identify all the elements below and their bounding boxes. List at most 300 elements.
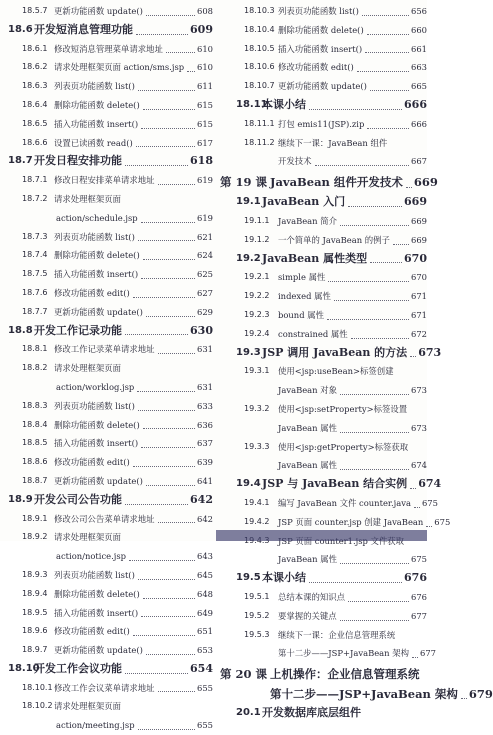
toc-entry xyxy=(216,40,427,59)
toc-entry-number: 18.10.7 xyxy=(244,81,275,91)
toc-leader-dots xyxy=(357,71,409,72)
toc-entry-title: 修改短消息管理菜单请求地址 xyxy=(54,43,163,54)
toc-entry xyxy=(0,96,213,115)
toc-leader-dots xyxy=(158,691,196,692)
toc-leader-dots xyxy=(367,34,409,35)
toc-entry-page: 619 xyxy=(197,212,213,223)
toc-entry-number: 19.4.2 xyxy=(244,516,270,526)
toc-entry xyxy=(0,378,213,397)
toc-leader-dots xyxy=(365,52,409,53)
toc-entry xyxy=(0,209,213,228)
toc-entry xyxy=(0,453,213,472)
toc-entry-number: 18.8 xyxy=(8,324,33,336)
toc-entry-number: 18.5.7 xyxy=(22,6,48,15)
toc-entry xyxy=(216,171,438,193)
toc-leader-dots xyxy=(340,620,409,621)
toc-entry xyxy=(0,528,213,547)
toc-entry xyxy=(216,644,436,663)
toc-entry-number: 19.1.2 xyxy=(244,234,270,244)
toc-entry-page: 636 xyxy=(197,419,213,430)
toc-entry xyxy=(0,115,213,134)
toc-entry-page: 615 xyxy=(197,99,213,110)
toc-leader-dots xyxy=(327,319,409,320)
toc-entry-number: 18.6.2 xyxy=(22,62,48,72)
toc-entry-title: 列表页功能函数 list() xyxy=(54,400,135,411)
toc-entry-number: 19.5 xyxy=(236,572,261,584)
toc-entry-number: 18.10.2 xyxy=(22,701,53,711)
toc-entry-title: JavaBean 入门 xyxy=(262,195,346,209)
toc-entry-title: 请求处理框架页面 xyxy=(54,193,121,204)
toc-entry-page: 669 xyxy=(411,215,427,226)
toc-entry-page: 639 xyxy=(197,457,213,468)
toc-entry-number: 18.6.6 xyxy=(22,137,48,147)
toc-entry xyxy=(216,419,427,438)
toc-entry-title: 插入功能函数 insert() xyxy=(54,269,139,280)
toc-entry xyxy=(0,491,213,510)
toc-entry-title: JavaBean 简介 xyxy=(278,215,337,226)
toc-leader-dots xyxy=(461,698,467,699)
toc-leader-dots xyxy=(340,563,409,564)
toc-entry-page: 673 xyxy=(411,422,427,433)
toc-entry xyxy=(216,77,427,96)
toc-entry xyxy=(0,359,213,378)
toc-entry-number: 18.6 xyxy=(8,23,33,35)
toc-entry-title: 开发短消息管理功能 xyxy=(34,22,133,36)
toc-entry-number: 第 20 课 xyxy=(220,667,268,682)
toc-leader-dots xyxy=(166,52,195,53)
toc-entry-page: 670 xyxy=(404,251,427,265)
toc-entry-page: 679 xyxy=(468,687,493,702)
toc-entry-title: 使用<jsp:useBean>标签创建 xyxy=(278,366,394,377)
toc-entry-title: JavaBean 属性 xyxy=(278,554,337,565)
toc-leader-dots xyxy=(137,391,195,392)
toc-entry xyxy=(216,400,427,419)
toc-entry-title: 列表页功能函数 list() xyxy=(54,569,135,580)
toc-entry-number: 18.11.2 xyxy=(244,137,275,147)
toc-leader-dots xyxy=(143,598,195,599)
toc-entry xyxy=(216,212,427,231)
toc-entry-page: 648 xyxy=(197,588,213,599)
toc-entry xyxy=(0,228,213,247)
toc-entry xyxy=(0,622,213,641)
toc-entry-page: 609 xyxy=(190,22,213,36)
toc-leader-dots xyxy=(426,526,432,527)
toc-entry-page: 610 xyxy=(197,43,213,54)
toc-entry-title: 修改日程安排菜单请求地址 xyxy=(54,175,155,186)
toc-entry-title: 请求处理框架页面 xyxy=(54,532,121,543)
toc-entry-number: 19.2.1 xyxy=(244,272,270,282)
toc-entry-page: 676 xyxy=(411,591,427,602)
toc-entry-number: 18.9.4 xyxy=(22,588,48,598)
toc-entry-title: 插入功能函数 insert() xyxy=(54,118,139,129)
toc-leader-dots xyxy=(125,673,188,674)
toc-entry-number: 18.7.3 xyxy=(22,231,48,241)
toc-entry-title: 开发数据库底层组件 xyxy=(262,705,361,719)
toc-entry-number: 18.7.5 xyxy=(22,269,48,279)
toc-entry-page: 615 xyxy=(197,118,213,129)
toc-entry-number: 18.10.4 xyxy=(244,24,275,34)
toc-entry-page: 641 xyxy=(197,475,213,486)
toc-entry xyxy=(216,607,427,626)
toc-leader-dots xyxy=(146,316,195,317)
toc-entry xyxy=(0,585,213,604)
toc-entry-number: 18.10.1 xyxy=(22,682,53,692)
toc-entry-title: 更新功能函数 update() xyxy=(54,645,143,656)
toc-leader-dots xyxy=(187,71,195,72)
toc-entry-number: 18.10.5 xyxy=(244,43,275,53)
toc-entry-number: 18.6.5 xyxy=(22,118,48,128)
toc-entry-title: 插入功能函数 insert() xyxy=(54,607,139,618)
toc-entry-title: indexed 属性 xyxy=(278,291,331,302)
toc-entry-number: 18.6.4 xyxy=(22,99,48,109)
toc-leader-dots xyxy=(138,240,195,241)
toc-entry-title: 更新功能函数 update() xyxy=(54,6,143,16)
toc-entry-number: 18.9 xyxy=(8,493,33,505)
toc-entry-title: 修改工作记录菜单请求地址 xyxy=(54,344,155,355)
toc-entry-page: 621 xyxy=(197,231,213,242)
toc-leader-dots xyxy=(370,262,402,263)
toc-entry-page: 637 xyxy=(197,438,213,449)
toc-entry-page: 643 xyxy=(197,551,213,562)
toc-entry-title: 第十二步——JSP+JavaBean 架构 xyxy=(278,648,409,659)
toc-leader-dots xyxy=(138,410,195,411)
toc-entry-page: 675 xyxy=(421,497,438,508)
toc-entry xyxy=(0,284,213,303)
toc-entry-page: 676 xyxy=(404,571,427,585)
toc-entry-page: 674 xyxy=(418,477,442,491)
toc-entry-page: 655 xyxy=(197,682,213,693)
toc-entry-title: JSP 与 JavaBean 结合实例 xyxy=(262,477,408,491)
toc-entry-page: 654 xyxy=(190,661,213,675)
toc-leader-dots xyxy=(141,616,195,617)
toc-leader-dots xyxy=(370,90,409,91)
toc-entry-number: 19.3.3 xyxy=(244,441,270,451)
toc-entry-page: 660 xyxy=(411,24,427,35)
toc-entry-number: 18.9.5 xyxy=(22,607,48,617)
toc-entry-number: 19.5.3 xyxy=(244,629,270,639)
toc-entry-page: 675 xyxy=(411,554,427,565)
toc-entry xyxy=(216,152,427,171)
toc-entry-page: 655 xyxy=(197,720,213,731)
toc-entry xyxy=(216,231,427,250)
toc-entry-title: 开发工作记录功能 xyxy=(34,323,122,337)
toc-entry-number: 18.7.6 xyxy=(22,287,48,297)
toc-leader-dots xyxy=(340,394,409,395)
toc-entry-number: 18.8.2 xyxy=(22,363,48,373)
toc-entry-page: 673 xyxy=(418,345,442,359)
toc-entry xyxy=(216,134,427,153)
toc-entry-number: 18.8.1 xyxy=(22,344,48,354)
toc-entry-page: 665 xyxy=(411,81,427,92)
toc-entry xyxy=(216,550,427,569)
toc-entry-title: 修改工作会议菜单请求地址 xyxy=(54,682,155,693)
toc-entry xyxy=(0,322,213,341)
toc-entry-title: 列表页功能函数 list() xyxy=(278,6,359,16)
toc-entry-title: 本课小结 xyxy=(262,97,306,111)
toc-entry-title: bound 属性 xyxy=(278,309,324,320)
toc-entry-title: 请求处理框架页面 action/sms.jsp xyxy=(54,62,185,73)
toc-entry-title: action/worklog.jsp xyxy=(56,381,135,392)
toc-entry-number: 19.5.1 xyxy=(244,591,270,601)
toc-entry-title: 继续下一课：JavaBean 组件 xyxy=(278,137,388,148)
toc-entry-title: 插入功能函数 insert() xyxy=(278,43,363,54)
toc-entry-title: 开发日程安排功能 xyxy=(34,154,122,168)
toc-entry-number: 18.8.4 xyxy=(22,419,48,429)
toc-entry-title: 开发公司公告功能 xyxy=(34,492,122,506)
toc-entry-page: 627 xyxy=(197,287,213,298)
toc-entry xyxy=(0,2,213,21)
toc-entry-page: 630 xyxy=(190,323,213,337)
toc-leader-dots xyxy=(309,582,402,583)
toc-entry-number: 20.1 xyxy=(236,706,261,718)
toc-entry-page: 629 xyxy=(197,306,213,317)
toc-leader-dots xyxy=(129,560,195,561)
toc-leader-dots xyxy=(348,206,402,207)
toc-entry-title: 开发工作会议功能 xyxy=(34,661,122,675)
toc-entry-number: 18.8.5 xyxy=(22,438,48,448)
toc-entry-page: 671 xyxy=(411,291,427,302)
toc-entry xyxy=(0,246,213,265)
toc-entry-number: 18.6.1 xyxy=(22,43,48,53)
toc-entry-page: 670 xyxy=(411,272,427,283)
toc-entry-title: 上机操作：企业信息管理系统 xyxy=(270,667,420,682)
toc-leader-dots xyxy=(143,428,195,429)
toc-entry xyxy=(216,250,427,269)
toc-leader-dots xyxy=(143,109,195,110)
toc-entry-title: JSP 页面 counter.jsp 创建 JavaBean xyxy=(278,516,424,527)
toc-leader-dots xyxy=(141,222,195,223)
toc-entry xyxy=(0,77,213,96)
toc-entry-page: 666 xyxy=(404,97,427,111)
toc-leader-dots xyxy=(133,297,195,298)
toc-entry xyxy=(216,362,427,381)
toc-entry xyxy=(216,685,493,704)
toc-entry-title: 列表页功能函数 list() xyxy=(54,81,135,92)
toc-leader-dots xyxy=(393,244,409,245)
toc-entry xyxy=(216,325,427,344)
toc-entry-page: 649 xyxy=(197,607,213,618)
toc-entry-page: 666 xyxy=(411,118,427,129)
toc-entry-number: 18.7.4 xyxy=(22,250,48,260)
toc-entry xyxy=(216,381,427,400)
toc-entry xyxy=(216,96,427,115)
toc-entry-title: JavaBean 属性类型 xyxy=(262,251,368,265)
toc-entry xyxy=(0,660,213,679)
toc-entry-number: 19.4.1 xyxy=(244,497,270,507)
toc-entry xyxy=(0,510,213,529)
toc-leader-dots xyxy=(125,165,188,166)
toc-entry-page: 671 xyxy=(411,309,427,320)
toc-entry-page: 677 xyxy=(411,610,427,621)
toc-entry-title: 删除功能函数 delete() xyxy=(54,588,140,599)
toc-entry-title: 打包 emis11(JSP).zip xyxy=(278,118,365,129)
toc-leader-dots xyxy=(158,184,196,185)
toc-entry-title: 删除功能函数 delete() xyxy=(54,419,140,430)
toc-entry xyxy=(0,397,213,416)
toc-leader-dots xyxy=(340,432,409,433)
toc-entry-title: 要掌握的关键点 xyxy=(278,610,337,621)
toc-entry xyxy=(216,704,427,723)
toc-entry xyxy=(0,134,213,153)
toc-entry-number: 19.1.1 xyxy=(244,215,270,225)
toc-entry xyxy=(216,456,427,475)
toc-leader-dots xyxy=(414,507,420,508)
toc-leader-dots xyxy=(410,488,416,489)
toc-entry-number: 19.2 xyxy=(236,252,261,264)
toc-leader-dots xyxy=(125,504,188,505)
toc-entry-page: 669 xyxy=(411,234,427,245)
toc-entry-page: 673 xyxy=(411,385,427,396)
toc-entry-title: 修改功能函数 edit() xyxy=(54,457,130,468)
toc-entry-number: 18.8.7 xyxy=(22,475,48,485)
toc-entry-number: 18.8.6 xyxy=(22,457,48,467)
toc-entry-page: 669 xyxy=(404,195,427,209)
toc-entry-page: 675 xyxy=(434,516,451,527)
toc-entry-title: action/schedule.jsp xyxy=(56,212,138,223)
toc-entry-page: 642 xyxy=(197,513,213,524)
toc-leader-dots xyxy=(362,15,409,16)
toc-leader-dots xyxy=(348,601,409,602)
toc-entry xyxy=(216,344,442,363)
toc-leader-dots xyxy=(146,15,195,16)
toc-entry-title: 更新功能函数 update() xyxy=(278,81,367,92)
toc-entry-title: 请求处理框架页面 xyxy=(54,701,121,712)
toc-entry-title: constrained 属性 xyxy=(278,328,348,339)
toc-entry-page: 625 xyxy=(197,269,213,280)
toc-column-right xyxy=(216,2,493,723)
toc-entry-title: simple 属性 xyxy=(278,272,326,283)
toc-entry-page: 631 xyxy=(197,381,213,392)
toc-leader-dots xyxy=(136,34,188,35)
toc-entry-number: 18.9.2 xyxy=(22,532,48,542)
toc-leader-dots xyxy=(340,469,409,470)
toc-entry-page: 667 xyxy=(411,156,427,167)
toc-entry xyxy=(216,569,427,588)
toc-entry xyxy=(216,475,442,494)
toc-entry-page: 669 xyxy=(413,175,438,190)
toc-entry-number: 18.9.6 xyxy=(22,626,48,636)
toc-leader-dots xyxy=(136,146,195,147)
toc-entry xyxy=(216,115,427,134)
toc-entry xyxy=(216,268,427,287)
toc-entry-title: JavaBean 对象 xyxy=(278,385,337,396)
toc-entry-number: 19.1 xyxy=(236,196,261,208)
toc-entry-page: 618 xyxy=(190,154,213,168)
toc-leader-dots xyxy=(367,128,409,129)
toc-entry-number: 18.9.3 xyxy=(22,569,48,579)
toc-entry xyxy=(0,21,213,40)
toc-entry-number: 19.3.1 xyxy=(244,366,270,376)
toc-entry xyxy=(0,566,213,585)
toc-leader-dots xyxy=(133,466,195,467)
toc-leader-dots xyxy=(141,128,195,129)
toc-leader-dots xyxy=(125,334,188,335)
toc-entry-title: 修改功能函数 edit() xyxy=(54,626,130,637)
toc-leader-dots xyxy=(138,729,195,730)
toc-entry-title: 开发技术 xyxy=(278,156,312,167)
toc-leader-dots xyxy=(340,225,409,226)
toc-entry-number: 19.2.2 xyxy=(244,291,270,301)
toc-entry-page: 645 xyxy=(197,569,213,580)
toc-leader-dots xyxy=(133,635,195,636)
toc-entry-title: 使用<jsp:setProperty>标签设置 xyxy=(278,403,408,414)
toc-entry-title: 删除功能函数 delete() xyxy=(54,250,140,261)
toc-entry xyxy=(216,588,427,607)
toc-entry-page: 624 xyxy=(197,250,213,261)
toc-entry-number: 第 19 课 xyxy=(220,175,268,190)
toc-leader-dots xyxy=(146,485,195,486)
toc-entry xyxy=(216,2,427,21)
toc-entry xyxy=(216,21,427,40)
toc-entry xyxy=(216,494,438,513)
toc-leader-dots xyxy=(141,447,195,448)
toc-entry-title: 更新功能函数 update() xyxy=(54,475,143,486)
toc-entry-page: 656 xyxy=(411,6,427,16)
toc-entry-number: 19.2.3 xyxy=(244,309,270,319)
toc-entry xyxy=(0,303,213,322)
toc-entry-number: 18.9.1 xyxy=(22,513,48,523)
toc-entry-title: 删除功能函数 delete() xyxy=(54,99,140,110)
toc-leader-dots xyxy=(138,90,195,91)
toc-leader-dots xyxy=(412,657,418,658)
toc-entry xyxy=(216,663,427,685)
toc-entry-title: 第十二步——JSP+JavaBean 架构 xyxy=(270,687,458,702)
toc-column-left xyxy=(0,2,213,735)
toc-leader-dots xyxy=(315,165,410,166)
toc-entry-page: 617 xyxy=(197,137,213,148)
toc-entry-number: 18.11 xyxy=(236,98,268,110)
toc-entry-page: 663 xyxy=(411,62,427,73)
toc-entry-title: JavaBean 属性 xyxy=(278,460,337,471)
toc-entry xyxy=(216,193,427,212)
toc-entry-number: 18.9.7 xyxy=(22,645,48,655)
toc-entry-title: action/meeting.jsp xyxy=(56,720,135,731)
toc-entry-number: 18.7.7 xyxy=(22,306,48,316)
toc-entry-number: 18.6.3 xyxy=(22,81,48,91)
toc-entry-page: 611 xyxy=(197,81,213,92)
toc-entry-number: 19.4 xyxy=(236,478,261,490)
toc-entry-number: 18.10.6 xyxy=(244,62,275,72)
toc-entry xyxy=(0,641,213,660)
toc-entry-title: action/notice.jsp xyxy=(56,551,127,562)
toc-entry-title: 请求处理框架页面 xyxy=(54,363,121,374)
toc-entry-page: 608 xyxy=(197,6,213,16)
toc-entry-number: 18.10 xyxy=(8,662,40,674)
toc-leader-dots xyxy=(158,522,196,523)
toc-entry-title: JavaBean 属性 xyxy=(278,422,337,433)
toc-entry-page: 651 xyxy=(197,626,213,637)
toc-entry-page: 631 xyxy=(197,344,213,355)
toc-entry xyxy=(216,58,427,77)
toc-entry-page: 642 xyxy=(190,492,213,506)
toc-entry-number: 19.3.2 xyxy=(244,403,270,413)
toc-entry xyxy=(0,679,213,698)
toc-entry xyxy=(0,472,213,491)
toc-entry-number: 19.2.4 xyxy=(244,328,270,338)
toc-entry-number: 19.3 xyxy=(236,346,261,358)
toc-entry xyxy=(0,190,213,209)
toc-entry xyxy=(0,340,213,359)
toc-entry-title: 删除功能函数 delete() xyxy=(278,24,364,35)
toc-entry-title: 修改功能函数 edit() xyxy=(278,62,354,73)
toc-leader-dots xyxy=(138,579,195,580)
toc-entry-title: 总结本课的知识点 xyxy=(278,591,345,602)
toc-entry-title: 插入功能函数 insert() xyxy=(54,438,139,449)
toc-entry xyxy=(216,438,427,457)
toc-entry xyxy=(216,513,451,532)
toc-entry-title: 修改公司公告菜单请求地址 xyxy=(54,513,155,524)
toc-entry-page: 674 xyxy=(411,460,427,471)
